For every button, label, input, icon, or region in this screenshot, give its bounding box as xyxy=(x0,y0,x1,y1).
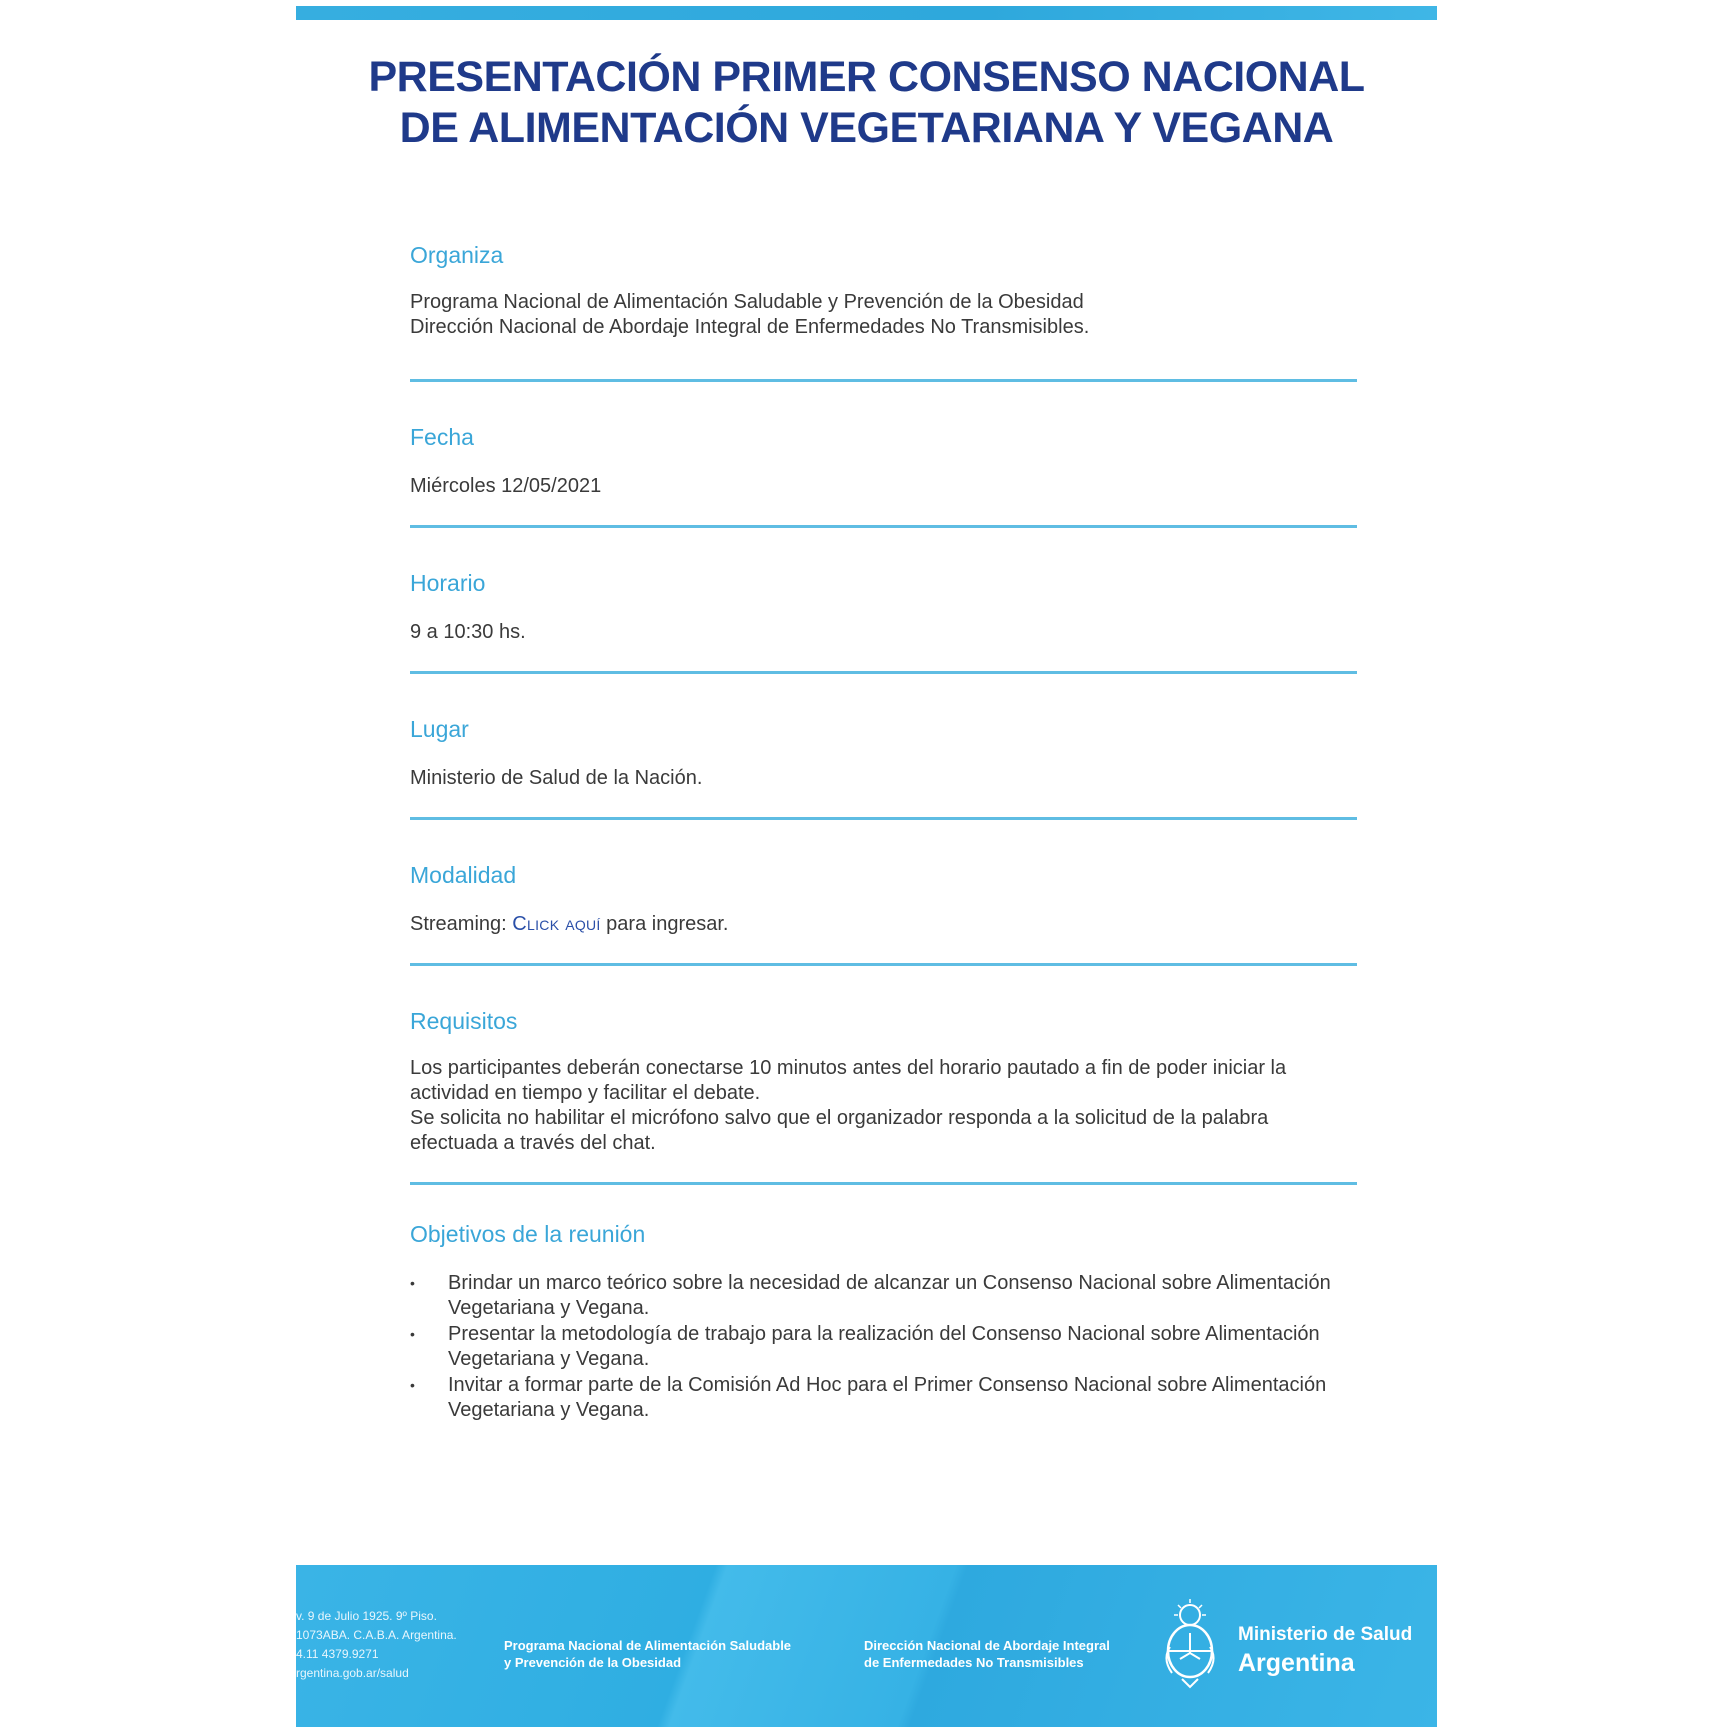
requisitos-line-1: Los participantes deberán conectarse 10 minutos antes del horario pautado a fin de poder iniciar la xyxy=(410,1057,1287,1079)
section-objetivos xyxy=(410,1185,1357,1423)
footer-direction-name xyxy=(864,1637,1110,1671)
objective-3-line-2: Vegetariana y Vegana. xyxy=(448,1399,650,1421)
coat-of-arms-icon xyxy=(1158,1597,1222,1693)
direction-line-2: de Enfermedades No Transmisibles xyxy=(864,1655,1084,1670)
document-page xyxy=(296,0,1437,1732)
requisitos-line-4: efectuada a través del chat. xyxy=(410,1132,656,1154)
fecha-value: Miércoles 12/05/2021 xyxy=(410,475,602,497)
objective-2-line-1: • Presentar la metodología de trabajo para la realización del Consenso Nacional sobre Alimentación xyxy=(448,1323,1320,1345)
requisitos-text xyxy=(410,1056,1357,1156)
footer-program-name xyxy=(504,1637,791,1671)
objective-1-line-2: Vegetariana y Vegana. xyxy=(448,1297,650,1319)
organiza-line-2: Dirección Nacional de Abordaje Integral de Enfermedades No Transmisibles. xyxy=(410,316,1090,338)
address-website: rgentina.gob.ar/salud xyxy=(296,1666,409,1680)
organiza-line-1: Programa Nacional de Alimentación Saludable y Prevención de la Obesidad xyxy=(410,291,1084,313)
objective-2-line-2: Vegetariana y Vegana. xyxy=(448,1348,650,1370)
address-line-2: 1073ABA. C.A.B.A. Argentina. xyxy=(296,1628,457,1642)
program-line-2: y Prevención de la Obesidad xyxy=(504,1655,682,1670)
objective-3-line-1: • Invitar a formar parte de la Comisión Ad Hoc para el Primer Consenso Nacional sobre Alimentación xyxy=(448,1374,1327,1396)
objective-1-line-1: • Brindar un marco teórico sobre la necesidad de alcanzar un Consenso Nacional sobre Alimentación xyxy=(448,1272,1331,1294)
fecha-label: Fecha xyxy=(410,424,474,450)
title-line-1: PRESENTACIÓN PRIMER CONSENSO NACIONAL xyxy=(368,53,1365,101)
address-line-1: v. 9 de Julio 1925. 9º Piso. xyxy=(296,1609,437,1623)
program-line-1: Programa Nacional de Alimentación Saludable xyxy=(504,1638,792,1653)
address-phone: 4.11 4379.9271 xyxy=(296,1647,379,1661)
requisitos-line-3: Se solicita no habilitar el micrófono salvo que el organizador responda a la solicitud de la palabra xyxy=(410,1107,1269,1129)
ministry-line-2: Argentina xyxy=(1238,1649,1355,1677)
list-item xyxy=(410,1322,1357,1372)
objectives-list xyxy=(410,1271,1357,1423)
modalidad-suffix: para ingresar. xyxy=(600,913,729,935)
list-item xyxy=(410,1271,1357,1321)
objetivos-label: Objetivos de la reunión xyxy=(410,1221,646,1247)
horario-value: 9 a 10:30 hs. xyxy=(410,621,526,643)
requisitos-label: Requisitos xyxy=(410,1008,518,1034)
list-item xyxy=(410,1373,1357,1423)
horario-label: Horario xyxy=(410,570,486,596)
modalidad-prefix: Streaming: xyxy=(410,913,513,935)
footer-banner xyxy=(296,1565,1437,1727)
footer-address xyxy=(296,1607,476,1683)
page-title xyxy=(296,52,1437,154)
ministry-logo-text xyxy=(1238,1623,1412,1679)
top-accent-bar xyxy=(296,6,1437,20)
modalidad-text xyxy=(410,912,1357,937)
lugar-value: Ministerio de Salud de la Nación. xyxy=(410,767,703,789)
requisitos-line-2: actividad en tiempo y facilitar el debate. xyxy=(410,1082,761,1104)
ministry-line-1: Ministerio de Salud xyxy=(1238,1624,1413,1645)
section-requisitos xyxy=(410,966,1357,1185)
lugar-label: Lugar xyxy=(410,716,469,742)
organiza-label: Organiza xyxy=(410,242,504,268)
section-modalidad xyxy=(410,820,1357,966)
section-horario xyxy=(410,528,1357,674)
modalidad-label: Modalidad xyxy=(410,862,517,888)
click-here-link[interactable]: Click aquí xyxy=(512,913,601,935)
direction-line-1: Dirección Nacional de Abordaje Integral xyxy=(864,1638,1110,1653)
section-lugar xyxy=(410,674,1357,820)
section-organiza xyxy=(410,240,1357,382)
title-line-2: DE ALIMENTACIÓN VEGETARIANA Y VEGANA xyxy=(399,104,1334,152)
section-fecha xyxy=(410,382,1357,528)
event-details xyxy=(410,240,1357,1424)
organiza-text xyxy=(410,290,1357,340)
